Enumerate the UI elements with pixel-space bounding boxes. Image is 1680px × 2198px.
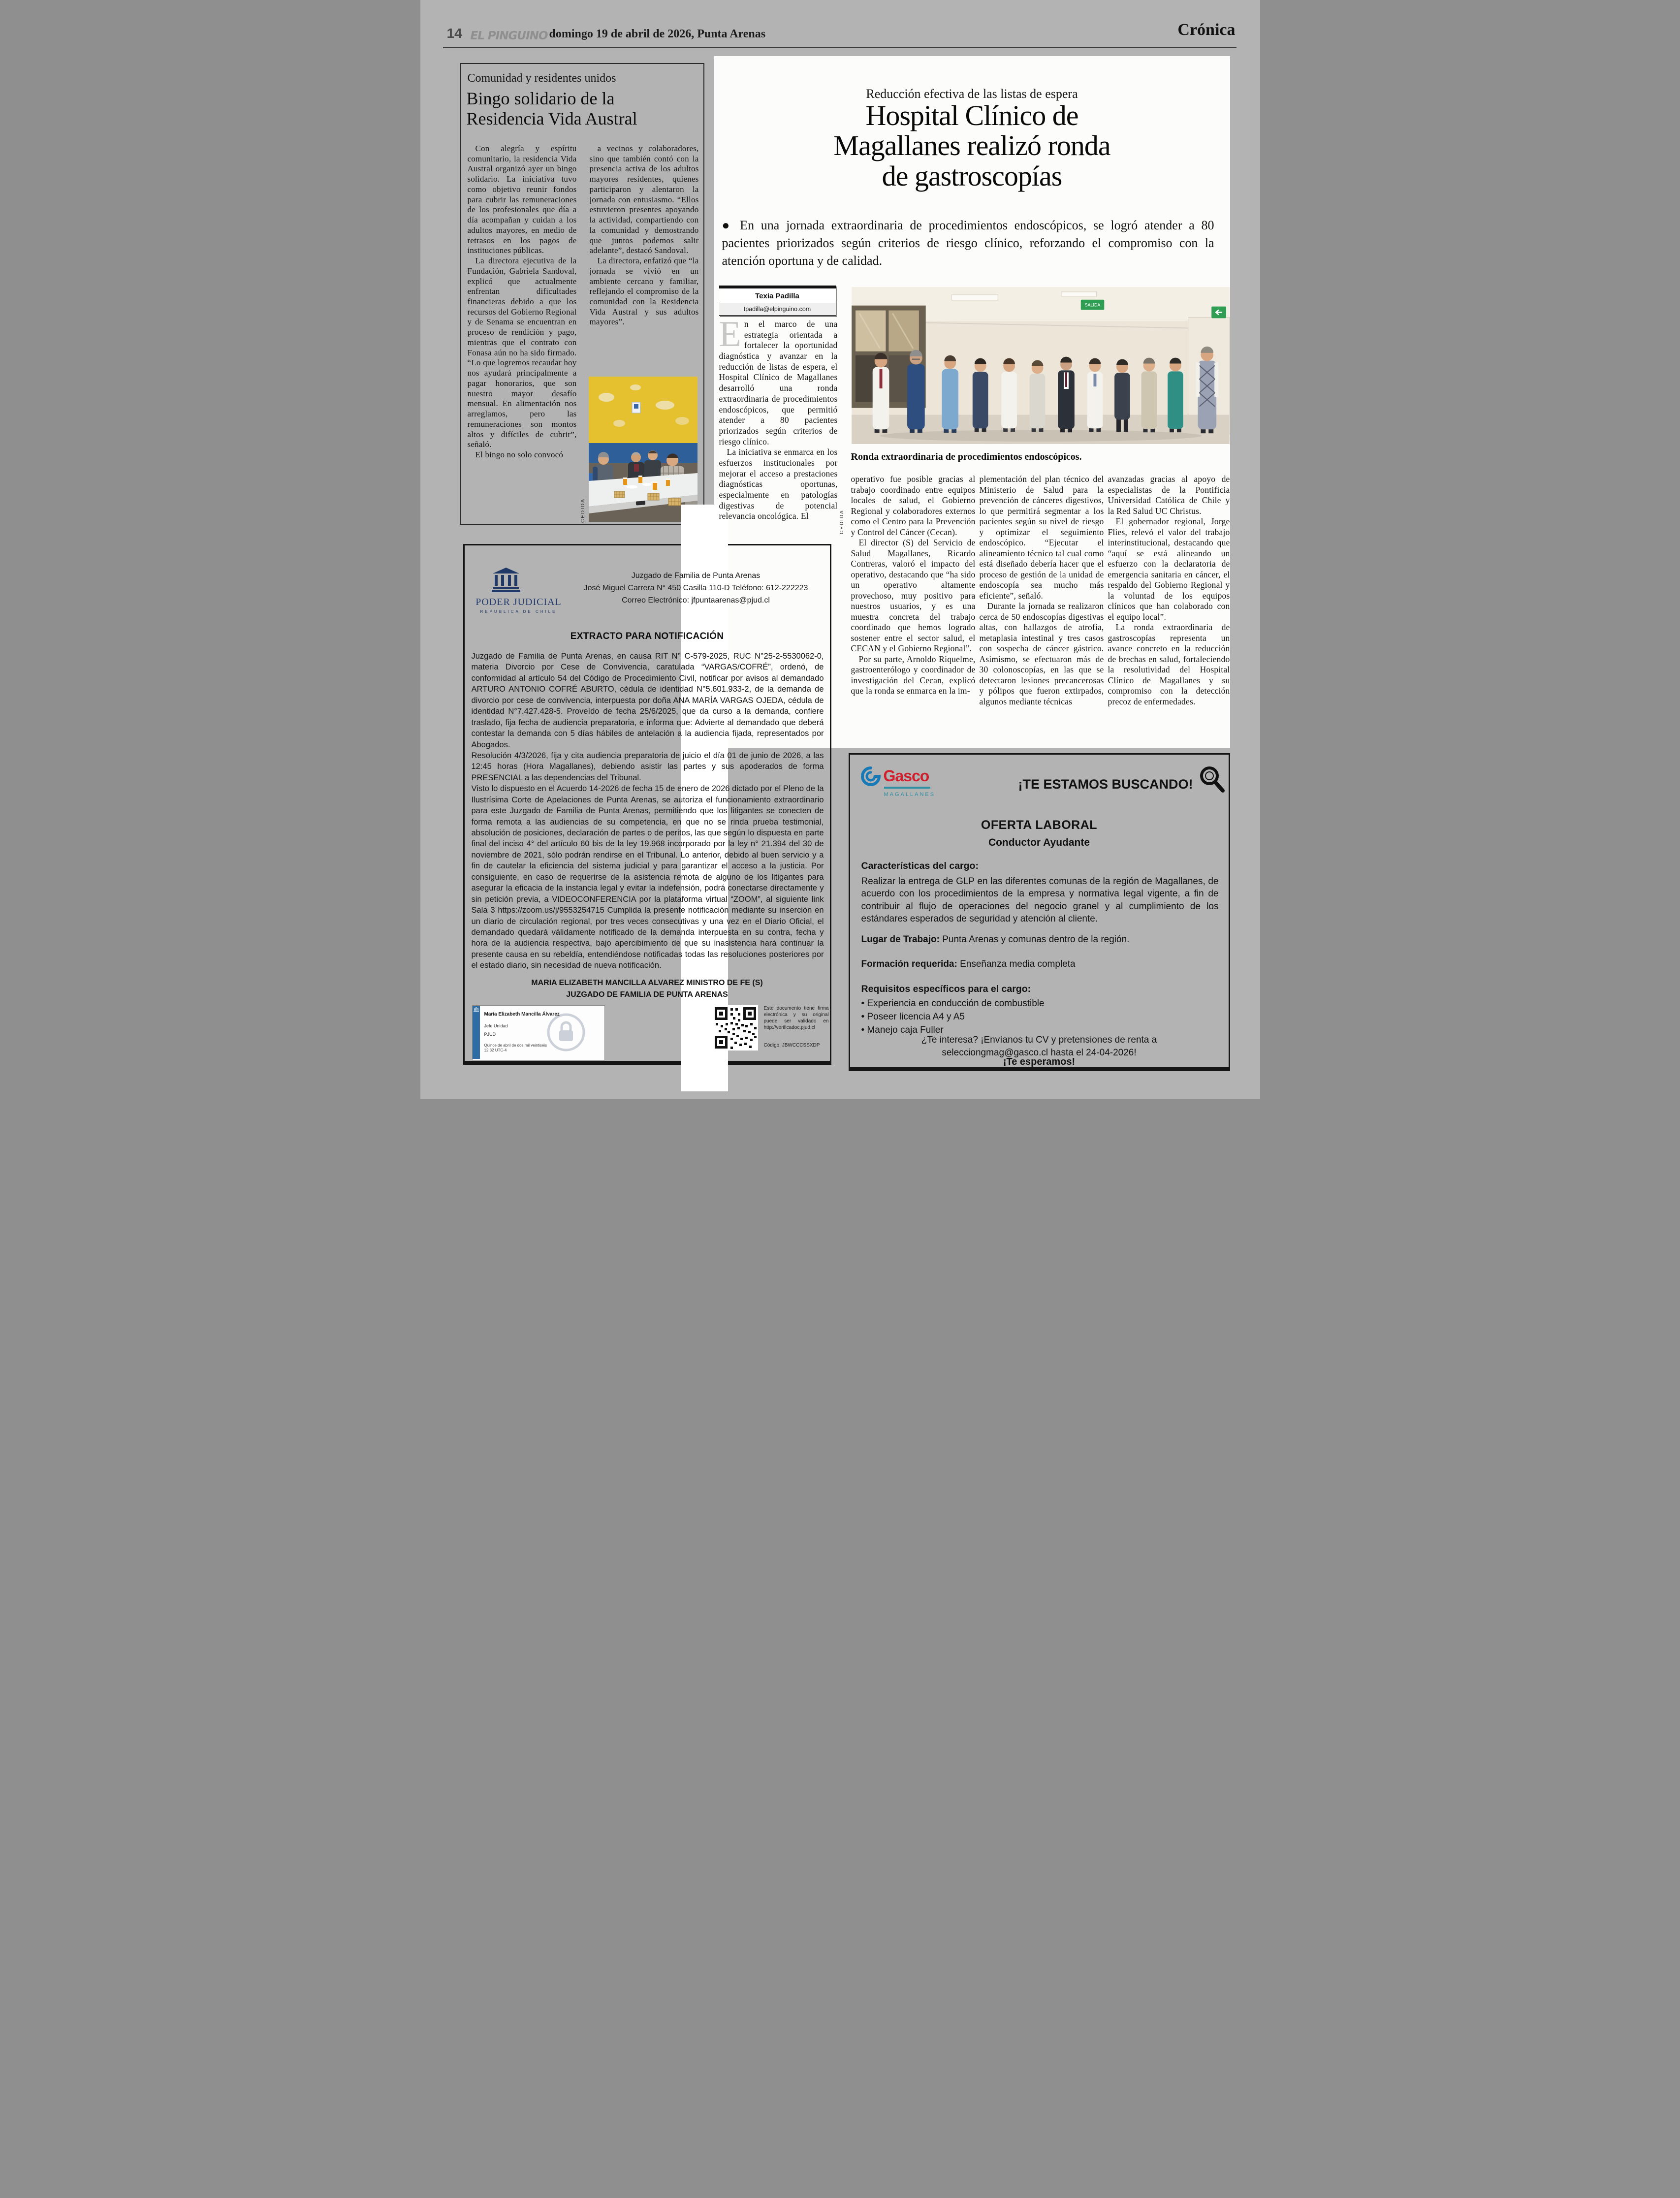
qr-code [713,1005,758,1051]
ceiling-light [1061,292,1096,296]
stamp-org: PJUD [484,1032,496,1037]
stamp-date-line1: Quince de abril de dos mil veintiséis [484,1043,547,1048]
main-kicker: Reducción efectiva de las listas de espera [866,87,1078,101]
ad-requirements-label: Requisitos específicos para el cargo: [861,984,1031,994]
gasco-logo-text: Gasco [883,767,929,785]
header-rule [443,47,1236,48]
main-lede: ● En una jornada extraordinaria de procedimientos endoscópicos, se logró atender a 80 pacientes priorizados según criterios de riesgo clínico, reforzando el compromiso con la atención oportuna y de calidad. [722,218,1214,268]
main-headline-line2: Magallanes realizó ronda [833,129,1110,162]
main-colB: plementación del plan técnico del Ministerio de Salud para la prevención de cánceres digestivos, lo que permitirá segmentar a los pacientes según su nivel de riesgo y optimizar el seguimiento endoscópico. “Ejecutar el alineamiento técnico tal cual como está diseñado debería hacer que el proceso de gestión de la unidad de endoscopía sea mucho más eficiente”, señaló. Durante la jornada se realizaron cerca de 50 endoscopías digestivas altas, con hallazgos de atrofia, metaplasia intestinal y tres casos con sospecha de cáncer gástrico. Asimismo, se efectuaron más de 30 colonoscopías, en las que se detectaron lesiones precancerosas y pólipos que fueron extirpados, algunos mediante técnicas [979,474,1104,706]
gasco-logo-icon [860,766,882,790]
ceiling-light [951,295,998,300]
main-col1-p2: La iniciativa se enmarca en los esfuerzos institucionales por mejorar el acceso a prestaciones diagnósticas oportunas, especialmente en patologías digestivas de potencial relevancia oncológica. El [719,447,838,521]
page-number: 14 [446,26,462,41]
main-photo-caption: Ronda extraordinaria de procedimientos endoscópicos. [851,451,1082,462]
ad-cta-line1: ¿Te interesa? ¡Envíanos tu CV y pretensiones de renta a [921,1035,1157,1045]
main-col1 [719,319,838,536]
bingo-photo [589,377,697,522]
magnifier-icon [1197,764,1226,795]
ad-section1-label: Características del cargo: [861,860,979,871]
left-photo-credit: CEDIDA [580,498,586,523]
ad-work-text: Punta Arenas y comunas dentro de la región. [939,934,1130,945]
poder-judicial-temple-icon [492,567,520,593]
brand-logo: EL PINGUINO [470,30,548,42]
ad-requirements-list: • Experiencia en conducción de combustible • Poseer licencia A4 y A5 • Manejo caja Fuller [861,998,1045,1035]
left-article-col2: a vecinos y colaboradores, sino que también contó con la presencia activa de los adultos mayores residentes, quienes participaron y alentaron la jornada con entusiasmo. “Ellos estuvieron presentes apoyando la actividad, compartiendo con la comunidad y demostrando que juntos podemos salir adelante”, destacó Sandoval. La directora, enfatizó que “la jornada se vivió en un ambiente cercano y familiar, reflejando el compromiso de la comunidad con la Residencia Vida Austral y sus adultos mayores”. [589,144,699,327]
ad-subtitle: Conductor Ayudante [988,837,1090,848]
left-headline-line2: Residencia Vida Austral [466,109,637,129]
main-headline-line1: Hospital Clínico de [865,99,1078,131]
poder-judicial-subtitle: REPUBLICA DE CHILE [480,609,557,614]
stamp-role: Jefe Unidad [484,1023,508,1028]
signature-stamp-card [472,1005,605,1060]
notice-body: Juzgado de Familia de Punta Arenas, en causa RIT N° C-579-2025, RUC N°25-2-5530062-0, materia Divorcio por Cese de Convivencia, caratulada “VARGAS/COFRÉ”, ordenó, de conformidad al artículo 54 del Código de Procedimiento Civil, notificar por avisos al demandado ARTURO ANTONIO COFRÉ ABURTO, cédula de identidad N°5.601.933-2, de la demanda de divorcio por cese de convivencia, interpuesta por doña ANA MARÍA VARGAS OJEDA, cédula de identidad N°7.427.428-5. Proveído de fecha 25/6/2025, que da curso a la demanda, confiere traslado, fija fecha de audiencia preparatoria, e informa que: Advierte al demandado que deberá contestar la demanda con 5 días hábiles de antelación a la audiencia fijada, representados por Abogados. Resolución 4/3/2026, fija y cita audiencia preparatoria de juicio el día 01 de junio de 2026, a las 12:45 horas (Hora Magallanes), debiendo asistir las partes y sus apoderados de forma PRESENCIAL a las dependencias del Tribunal. Visto lo dispuesto en el Acuerdo 14-2026 de fecha 15 de enero de 2026 dictado por el Pleno de la Ilustrísima Corte de Apelaciones de Punta Arenas, se autoriza el funcionamiento extraordinario para este Juzgado de Familia de Punta Arenas, permitiendo que los litigantes se conecten de forma remota a las audiencias de su competencia, en que no se rinda prueba testimonial, absolución de posiciones, declaración de partes o de peritos, las que según lo dispuesta en parte final del inciso 4° del artículo 60 bis de la ley 19.968 incorporado por la ley n° 21.394 del 30 de noviembre de 2021, sólo podrán rendirse en el Tribunal. Lo anterior, debido al buen servicio y a fin de cautelar la eficiencia del sistema judicial y para garantizar el acceso a la justicia. Por consiguiente, en caso de requerirse de la asistencia remota de alguno de los litigantes para asegurar la eficacia de la instancia legal y evitar la indefensión, podrá conectarse directamente y sin petición previa, a VIDEOCONFERENCIA por la plataforma virtual “ZOOM”, al siguiente link Sala 3 https://zoom.us/j/9553254715 Cumplida la presente notificación mediante su inserción en un diario de circulación regional, por tres veces consecutivas y una vez en el Diario Oficial, el demandado quedará válidamente notificado de la demanda interpuesta en su contra, fecha y hora de la audiencia respectiva, bajo apercibimiento de que su inasistencia hará continuar la presente causa en su rebeldía, entendiéndose notificadas todas las resoluciones posteriores por el estado diario, sin necesidad de nueva notificación. [471,652,824,970]
ad-closing: ¡Te esperamos! [1003,1056,1076,1067]
ad-education-label: Formación requerida: [861,959,957,969]
qr-validation-code: Código: JBWCCCSSXDP [763,1043,820,1048]
gasco-logo-subtext: MAGALLANES [884,792,936,797]
hospital-photo [851,287,1230,444]
byline-box [719,286,836,316]
left-article-headline [467,89,698,129]
notice-title: EXTRACTO PARA NOTIFICACIÓN [570,631,724,641]
ad-section1-text: Realizar la entrega de GLP en las diferentes comunas de la región de Magallanes, de acuerdo con los procedimientos de la empresa y normativa legal vigente, a fin de contribuir al flujo de operaciones del negocio granel y al cumplimiento de los estándares esperados de seguridad y atención al cliente. [861,876,1219,924]
ad-education-text: Enseñanza media completa [957,959,1076,969]
main-colC: avanzadas gracias al apoyo de especialistas de la Pontificia Universidad Católica de Chile y la Red Salud UC Christus. El gobernador regional, Jorge Flies, relevó el valor del trabajo interinstitucional, destacando que “aquí se está alineando un esfuerzo con la declaratoria de emergencia sanitaria en cáncer, el respaldo del Gobierno Regional y la voluntad de los equipos clínicos que han colaborado con el equipo local”. La ronda extraordinaria de gastroscopías representa un avance concreto en la reducción de brechas en salud, fortaleciendo la resolutividad del Hospital Clínico de Magallanes y su compromiso con la detección precoz de enfermedades. [1108,474,1230,706]
main-col1-p1: n el marco de una estrategia orientada a fortalecer la oportunidad diagnóstica y avanzar en la reducción de listas de espera, el Hospital Clínico de Magallanes desarrolló una ronda extraordinaria de procedimientos endoscópicos, que permitió atender a 80 pacientes priorizados según criterios de riesgo clínico. [719,319,838,446]
ad-banner: ¡TE ESTAMOS BUSCANDO! [1018,777,1193,792]
main-colA: operativo fue posible gracias al trabajo coordinado entre equipos locales de salud, el Gobierno Regional y colaboradores externos como el Centro para la Prevención y Control del Cáncer (Cecan). El director (S) del Servicio de Salud Magallanes, Ricardo Contreras, valoró el impacto del operativo, destacando que “ha sido un operativo altamente provechoso, muy positivo para nuestros usuarios, y es una muestra concreta del trabajo coordinado que hemos logrado sostener entre el sector salud, el CECAN y el Gobierno Regional”. Por su parte, Arnoldo Riquelme, gastroenterólogo y coordinador de investigación del Cecan, explicó que la ronda se enmarca en la im- [851,474,976,696]
main-photo-credit: CEDIDA [839,510,845,534]
main-headline [714,100,1230,191]
ad-education [861,959,1219,970]
court-address: José Miguel Carrera N° 450 Casilla 110-D Teléfono: 612-222223 [583,583,808,592]
lock-icon [546,1013,586,1052]
notice-court-header [568,570,824,606]
ad-title: OFERTA LABORAL [981,818,1098,832]
page-dateline: domingo 19 de abril de 2026, Punta Arenas [549,28,766,40]
newspaper-page [420,0,1260,1099]
ad-cta-line2: selecciongmag@gasco.cl hasta el 24-04-2026! [942,1047,1137,1058]
stamp-blue-bar [473,1006,480,1059]
stamp-date-line2: 12:32 UTC-4 [484,1048,507,1053]
left-article-kicker: Comunidad y residentes unidos [467,72,616,85]
notice-signature-court: JUZGADO DE FAMILIA DE PUNTA ARENAS [566,990,728,999]
temple-icon [474,1007,479,1012]
byline-name: Texia Padilla [719,288,836,303]
gasco-logo-underline [884,787,930,789]
poder-judicial-wordmark: PODER JUDICIAL [475,597,562,607]
stamp-date [484,1043,547,1053]
dropcap-letter: E [719,319,741,354]
salida-sign [1080,300,1104,310]
left-headline-line1: Bingo solidario de la [466,89,615,108]
left-article-col1: Con alegría y espíritu comunitario, la residencia Vida Austral organizó ayer un bingo solidario. La iniciativa tuvo como objetivo reunir fondos para cubrir las remuneraciones de los profesionales que día a día acompañan y cuidan a los adultos mayores, en medio de retrasos en los pagos de instituciones públicas. La directora ejecutiva de la Fundación, Gabriela Sandoval, explicó que actualmente enfrentan dificultades financieras debido a que los recursos del Gobierno Regional y de Senama se encuentran en proceso de rendición y pago, mientras que el contrato con Fonasa aún no ha sido firmado. “Lo que logremos recaudar hoy nos ayudará principalmente a pagar honorarios, que son nuestro mayor desafío mensual. En alimentación nos arreglamos, pero las remuneraciones son montos altos y difíciles de cubrir”, señaló. El bingo no solo convocó [467,144,577,460]
ad-cta [849,1034,1230,1059]
notice-signature-name: MARIA ELIZABETH MANCILLA ALVAREZ MINISTRO DE FE (S) [531,979,763,987]
byline-email: tpadilla@elpinguino.com [719,303,836,315]
main-headline-line3: de gastroscopías [882,159,1062,192]
ad-work-location [861,934,1219,945]
ad-work-label: Lugar de Trabajo: [861,934,940,945]
svg-text:SALIDA: SALIDA [1084,302,1100,308]
stamp-name: María Elizabeth Mancilla Álvarez [484,1012,560,1017]
court-name: Juzgado de Familia de Punta Arenas [631,572,761,580]
section-title: Crónica [1177,21,1236,39]
qr-validation-text: Este documento tiene firma electrónica y su original puede ser validado en http://verificadoc.pjud.cl [763,1006,829,1030]
court-email: Correo Electrónico: jfpuntaarenas@pjud.cl [622,596,770,605]
exit-arrow-sign [1211,307,1226,319]
